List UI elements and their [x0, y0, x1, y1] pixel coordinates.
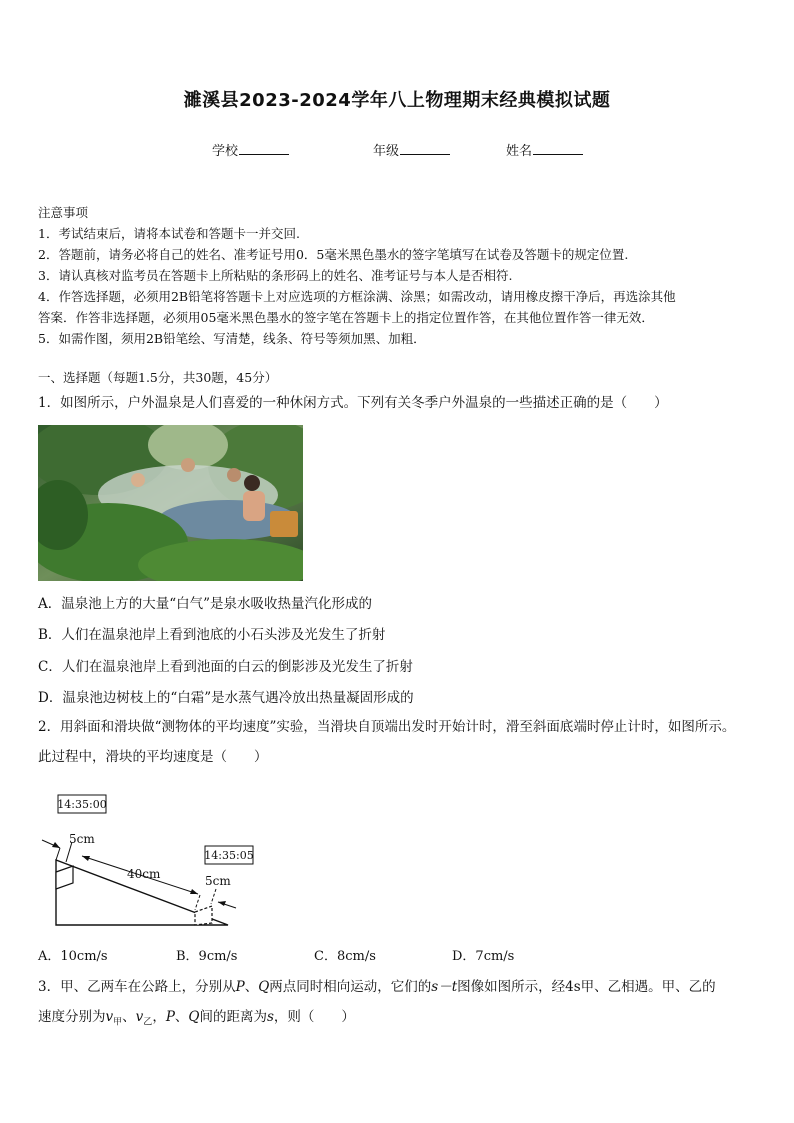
grade-blank[interactable]	[400, 142, 450, 155]
name-blank[interactable]	[533, 142, 583, 155]
q1-option-d: D．温泉池边树枝上的“白霜”是水蒸气遇冷放出热量凝固形成的	[38, 690, 414, 706]
name-label: 姓名	[506, 144, 533, 159]
end-time-label: 14:35:05	[204, 849, 254, 862]
q1-option-c: C．人们在温泉池岸上看到池面的白云的倒影涉及光发生了折射	[38, 659, 413, 675]
q1-option-b: B．人们在温泉池岸上看到池底的小石头涉及光发生了折射	[38, 627, 386, 643]
start-time-label: 14:35:00	[57, 798, 107, 811]
incline-diagram	[38, 790, 268, 930]
note-item: 5．如需作图，须用2B铅笔绘、写清楚，线条、符号等须加黑、加粗．	[38, 331, 426, 346]
len-mid-label: 40cm	[127, 867, 161, 881]
school-label: 学校	[212, 144, 239, 159]
note-item: 4．作答选择题，必须用2B铅笔将答题卡上对应选项的方框涂满、涂黑；如需改动，请用橡皮擦干净后，再选涂其他	[38, 289, 676, 304]
hot-spring-photo	[38, 425, 303, 581]
q3-line2: 速度分别为$v_甲$、$v_乙$，P、Q间的距离为s，则（ ）	[38, 1009, 355, 1028]
q2-stem	[38, 712, 768, 772]
notes-block	[38, 202, 768, 349]
grade-label: 年级	[373, 144, 400, 159]
len-top-label: 5cm	[69, 832, 95, 846]
q2-option-c: C．8cm/s	[314, 949, 376, 964]
slider-bottom	[195, 906, 212, 925]
notes-heading: 注意事项	[38, 205, 89, 220]
q3-line1: 3．甲、乙两车在公路上，分别从P、Q两点同时相向运动，它们的s－t图像如图所示，经4s甲、乙相遇。甲、乙的	[38, 979, 716, 995]
q2-stem-line1: 2．用斜面和滑块做“测物体的平均速度”实验，当滑块自顶端出发时开始计时，滑至斜面底端时停止计时，如图所示。	[38, 719, 736, 735]
section-heading: 一、选择题（每题1.5分，共30题，45分）	[38, 370, 278, 385]
exam-title: 濉溪县2023-2024学年八上物理期末经典模拟试题	[183, 90, 611, 111]
q1-option-a: A．温泉池上方的大量“白气”是泉水吸收热量汽化形成的	[38, 596, 373, 612]
school-field	[212, 140, 289, 159]
q2-option-b: B．9cm/s	[176, 949, 238, 964]
q3-stem	[38, 972, 768, 1038]
note-item: 3．请认真核对监考员在答题卡上所粘贴的条形码上的姓名、准考证号与本人是否相符.	[38, 268, 513, 283]
slider-top	[56, 866, 73, 889]
top-dimension-line	[56, 848, 60, 860]
school-blank[interactable]	[239, 142, 289, 155]
note-item: 答案．作答非选择题，必须用05毫米黑色墨水的签字笔在答题卡上的指定位置作答，在其他位置作答一律无效．	[38, 310, 654, 325]
name-field	[506, 140, 583, 159]
q2-option-d: D．7cm/s	[452, 949, 515, 964]
q2-stem-line2: 此过程中，滑块的平均速度是（ ）	[38, 749, 268, 765]
q2-option-a: A．10cm/s	[38, 949, 108, 964]
note-item: 2．答题前，请务必将自己的姓名、准考证号用0．5毫米黑色墨水的签字笔填写在试卷及答题卡的规定位置.	[38, 247, 629, 262]
grade-field	[373, 140, 450, 159]
note-item: 1．考试结束后，请将本试卷和答题卡一并交回.	[38, 226, 300, 241]
q1-stem: 1．如图所示，户外温泉是人们喜爱的一种休闲方式。下列有关冬季户外温泉的一些描述正确的是（ ）	[38, 395, 668, 411]
len-bottom-label: 5cm	[205, 874, 231, 888]
